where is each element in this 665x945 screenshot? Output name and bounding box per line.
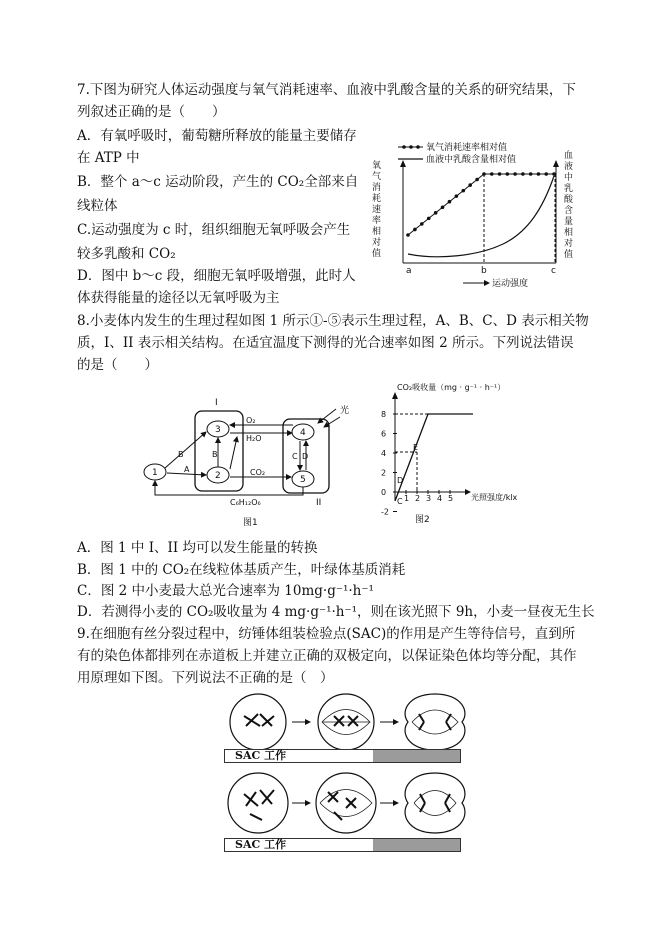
o2-point <box>498 172 502 176</box>
y-label-char: 血 <box>564 151 574 161</box>
y-label-char: 值 <box>564 250 574 260</box>
y-label-char: 耗 <box>372 194 382 204</box>
fig2-x-tick: 4 <box>437 494 443 503</box>
fig2-y-tick: 4 <box>381 449 387 458</box>
fig1-diagram <box>140 395 365 530</box>
q9-stem-line3: 用原理如下图。下列说法不正确的是（ ） <box>77 670 334 686</box>
y-label-left <box>372 159 381 259</box>
fig2-y-tick: 2 <box>381 468 387 478</box>
q7-option-d-cont: 体获得能量的途径以无氧呼吸为主 <box>77 290 280 306</box>
o2-point <box>521 172 525 176</box>
q8-option-a: A．图 1 中 I、II 均可以发生能量的转换 <box>77 540 318 556</box>
y-label-char: 对 <box>564 239 574 249</box>
fig2-x-tick: 2 <box>415 494 421 503</box>
o2-point <box>490 172 494 176</box>
cell-1a <box>230 694 286 750</box>
label-C: C <box>292 452 298 461</box>
label-D: D <box>302 452 309 461</box>
y-label-char: 中 <box>564 173 574 183</box>
y-label-char: 消 <box>372 183 382 193</box>
q9-stem-line2: 有的染色体都排列在赤道板上并建立正确的双极定向，以保证染色体均等分配，其作 <box>77 648 577 664</box>
y-label-char: 对 <box>372 238 382 248</box>
fig2-y-tick: 0 <box>381 488 387 497</box>
q8-stem-line2: 质，I、II 表示相关结构。在适宜温度下测得的光合速率如图 2 所示。下列说法错误 <box>77 335 574 351</box>
x-tick-a: a <box>406 266 412 276</box>
process-1-label: 1 <box>152 468 158 478</box>
label-A: A <box>184 465 190 474</box>
x-axis-label: 运动强度 <box>492 279 529 288</box>
process-4-label: 4 <box>300 428 306 438</box>
q8-option-d: D．若测得小麦的 CO₂吸收量为 4 mg·g⁻¹·h⁻¹，则在该光照下 9h，小麦一昼夜无生长 <box>77 604 595 620</box>
y-label-char: 相 <box>564 228 574 238</box>
lactate-series <box>408 176 554 257</box>
cell-2a <box>228 773 288 833</box>
fig2-point-E: E <box>413 443 419 452</box>
fig2-point-C: C <box>397 497 403 506</box>
q7-option-b: B．整个 a～c 运动阶段，产生的 CO₂全部来自 <box>77 174 359 190</box>
o2-point <box>475 178 479 182</box>
label-structure-I: I <box>215 398 218 408</box>
o2-point <box>455 194 459 198</box>
label-CO2: CO₂ <box>250 468 266 477</box>
o2-point <box>461 189 465 193</box>
cell-2b <box>316 773 376 833</box>
y-label-char: 值 <box>372 249 382 259</box>
cell-1c <box>405 694 465 750</box>
fig2-chart <box>373 380 563 525</box>
y-label-char: 气 <box>372 172 382 182</box>
fig2-x-tick: 1 <box>404 494 410 503</box>
o2-point <box>420 222 424 226</box>
o2-point <box>513 172 517 176</box>
process-5-label: 5 <box>300 475 306 485</box>
o2-point <box>537 172 541 176</box>
y-label-right <box>564 150 574 260</box>
sac-bar-2 <box>224 838 461 852</box>
o2-series <box>408 174 554 235</box>
legend-o2-label: 氧气消耗速率相对值 <box>426 143 508 153</box>
o2-point <box>506 172 510 176</box>
process-3-label: 3 <box>215 425 221 435</box>
q8-stem-line3: 的是（ ） <box>77 357 158 373</box>
x-tick-c: c <box>551 266 556 276</box>
q7-stem-line2: 列叙述正确的是（ ） <box>77 104 226 120</box>
y-label-char: 液 <box>564 162 574 172</box>
q8-stem-line1: 8.小麦体内发生的生理过程如图 1 所示①-⑤表示生理过程，A、B、C、D 表示相关物 <box>77 313 589 329</box>
label-H2O: H₂O <box>246 434 262 443</box>
fig1-caption: 图1 <box>243 518 258 528</box>
label-glucose: C₆H₁₂O₆ <box>230 498 261 507</box>
label-B-1: B <box>178 450 184 459</box>
o2-point <box>427 217 431 221</box>
o2-point <box>441 205 445 209</box>
fig2-caption: 图2 <box>415 515 430 525</box>
q7-chart <box>368 138 593 288</box>
fig2-x-label: 光照强度/klx <box>471 493 518 502</box>
sac-bar-1 <box>224 749 461 763</box>
sac-bar-2-label: SAC 工作 <box>225 839 373 851</box>
q7-option-b-cont: 线粒体 <box>77 198 118 214</box>
y-label-char: 率 <box>372 216 382 226</box>
y-label-char: 相 <box>372 227 382 237</box>
fig2-point-D: D <box>397 476 404 485</box>
label-B-2: B <box>212 450 218 459</box>
o2-point <box>482 172 486 176</box>
q7-option-a: A．有氧呼吸时，葡萄糖所释放的能量主要储存 <box>77 128 357 144</box>
q7-option-c: C.运动强度为 c 时，组织细胞无氧呼吸会产生 <box>77 222 351 238</box>
fig2-x-tick: 3 <box>426 494 432 503</box>
fig2-y-tick: 8 <box>381 410 387 419</box>
legend-lactate-label: 血液中乳酸含量相对值 <box>426 155 517 165</box>
fig2-x-tick: 5 <box>448 494 454 503</box>
label-structure-II: II <box>316 498 322 508</box>
q8-option-b: B．图 1 中的 CO₂在线粒体基质产生，叶绿体基质消耗 <box>77 562 406 578</box>
o2-point <box>434 211 438 215</box>
y-label-char: 氧 <box>372 161 382 171</box>
o2-point <box>529 172 533 176</box>
o2-point <box>468 183 472 187</box>
q7-option-d: D．图中 b～c 段，细胞无氧呼吸增强，此时人 <box>77 268 356 284</box>
label-O2: O₂ <box>246 416 256 425</box>
o2-point <box>544 172 548 176</box>
o2-points <box>406 172 556 237</box>
q7-option-c-cont: 较多乳酸和 CO₂ <box>77 246 176 262</box>
q8-option-c: C．图 2 中小麦最大总光合速率为 10mg·g⁻¹·h⁻¹ <box>77 583 374 599</box>
process-2-label: 2 <box>215 471 221 481</box>
fig2-y-tick: 6 <box>381 429 387 439</box>
o2-point <box>448 200 452 204</box>
q9-stem-line1: 9.在细胞有丝分裂过程中，纺锤体组装检验点(SAC)的作用是产生等待信号，直到所 <box>77 626 576 642</box>
mitosis-row-2 <box>222 770 472 836</box>
q7-option-a-cont: 在 ATP 中 <box>77 150 140 166</box>
y-label-char: 含 <box>564 206 574 216</box>
y-label-char: 速 <box>372 205 382 215</box>
x-tick-b: b <box>481 266 487 276</box>
o2-point <box>406 233 410 237</box>
y-label-char: 酸 <box>564 195 574 205</box>
fig2-series <box>395 414 473 501</box>
y-label-char: 量 <box>564 217 574 227</box>
y-label-char: 乳 <box>564 184 574 194</box>
fig2-y-tick: -2 <box>381 507 389 517</box>
o2-point <box>413 228 417 232</box>
sac-bar-1-label: SAC 工作 <box>225 750 373 762</box>
fig2-y-label: CO₂吸收量（mg · g⁻¹ · h⁻¹） <box>397 383 506 392</box>
o2-point <box>552 172 556 176</box>
label-light: 光 <box>340 406 350 416</box>
mitosis-row-1 <box>222 692 472 754</box>
q7-stem-line1: 7.下图为研究人体运动强度与氧气消耗速率、血液中乳酸含量的关系的研究结果，下 <box>77 82 576 98</box>
